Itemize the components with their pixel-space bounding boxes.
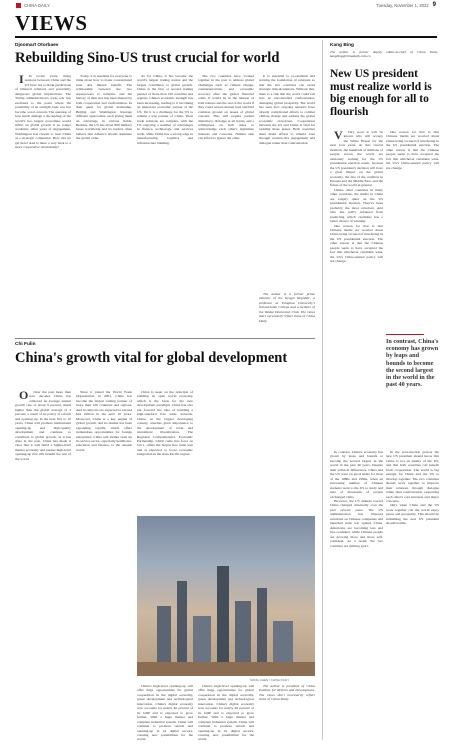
article1-headline: Rebuilding Sino-US trust crucial for world: [15, 50, 280, 66]
publication-name: CHINA DAILY: [24, 2, 50, 8]
article2-column-1: [15, 390, 71, 740]
article1-paragraph-2: Today, it is essential for everyone to think about how to foster conventional trust and mutual benefit. The relationship between the two superpowers is complex, and the history of their ties has been shaped by both cooperation and confrontation. In their quest for global leadership, Beijing and Washington leverage different approaches, each giving them an advantage in various fields. Besides, the US has about 800 military bases worldwide and its leaders often believe that America should dominate the global order.: [76, 74, 132, 141]
article2-byline: Chi Fulin: [15, 342, 36, 347]
date-page: [376, 2, 436, 8]
article3-headline: New US president must realize world is big enough for all to flourish: [330, 68, 432, 118]
article1-column-5: [259, 74, 315, 289]
section-title: VIEWS: [15, 11, 88, 35]
article2-paragraph-4-cont: China's high-level opening-up will offer huge opportunities for global cooperation in the digital economy, green development and technological innovation. China's digital economy now accounts for nearly 40 percent of its GDP and is expected to grow further. With a huge market and complete industrial system, China will continue to promote reform and opening-up in its digital sectors, creating new possibilities for the world.: [198, 684, 254, 742]
article3-paragraph-2: Unlike other countries in many other countries, the media in China are largely quiet on the US presidential election. They've been probably the most reluctant. And who has really refrained from predicting which candidate has a better chance of winning.: [330, 187, 383, 224]
article3-column-1: [330, 130, 383, 445]
pullquote-rule: [386, 334, 424, 335]
page-number: 9: [432, 2, 436, 8]
article1-author-bio: The author is a former prime minister of the Kyrgyz Republic, a professor at Tsinghua University's Schwarzman College and a member of the Valdai Discussion Club. The views don't necessarily reflect those of China Daily.: [259, 292, 315, 323]
article3-paragraph-4: In contrast, China's economy has grown by leaps and bounds to become the second largest in the world in the past 40 years. Despite their political differences, China and the US were on good terms for most of the 1980s and 1990s, when an increasing number of Chinese students went to the US to study and tens of thousands of people exchanged visits.: [330, 450, 383, 499]
building-shape: [217, 566, 229, 676]
article2-paragraph-4: China's high-level opening-up will offer huge opportunities for global cooperation in the digital economy, green development and technological innovation. China's digital economy now accounts for nearly 40 percent of its GDP and is expected to grow further. With a huge market and complete industrial system, China will continue to promote reform and opening-up in its digital sectors, creating new possibilities for the world.: [137, 684, 193, 742]
publication-masthead: [16, 3, 50, 8]
article3-paragraph-1: Very soon it will be known who will occupy the White House for the next four years. At this crucial moment, the hundreds of millions of people across the world are anxiously waiting for the US presidential election result, because the US president's decision will have a great impact on the global economy, the fate of the conflicts in Eurasia and the Middle East, and the future of the world in general.: [330, 130, 383, 188]
article2-paragraph-1: Over the past more than four decades China has achieved an average annual growth rate of about 9 percent, much higher than the global average of 3 percent, a result of its policy of reform and opening-up. In the next five to 10 years, China will promote institutional opening-up and high-quality development and continue to contribute to global growth, as it has done in the past. China has made it clear that it will build a higher-level market economy and pursue high-level opening-up that will benefit the rest of the world.: [15, 390, 71, 461]
article1-paragraph-4: The two countries have worked together in the past to address global challenges such as climate change, counterterrorism, and economic recovery after the global financial crisis. It would be in the interest of both nations and the rest of the world if they could restore mutual trust and find common ground on issues of global concern. This will require patient diplomacy, dialogue at all levels, and a willingness on both sides to acknowledge each other's legitimate interests and concerns. Neither side can afford to ignore the other.: [198, 74, 254, 141]
dropcap-i: I: [19, 74, 24, 86]
china-daily-logo-icon: [16, 3, 21, 8]
article1-column-3: [137, 74, 193, 334]
photo-caption: SONG CHEN / CHINA DAILY: [250, 678, 290, 682]
article3-column-2: [386, 130, 439, 330]
article-divider: [15, 338, 315, 339]
top-bar: [0, 0, 450, 10]
article3-column-2-lower: [386, 450, 439, 742]
article2-illustration: [137, 516, 315, 676]
pullquote-text: In contrast, China's economy has grown by leaps and bounds to become the second largest in the world in the past 40 years.: [386, 338, 439, 389]
column-divider: [322, 40, 323, 740]
article1-column-1: [15, 74, 71, 334]
article2-column-2: [76, 390, 132, 740]
article3-author-note: [330, 50, 438, 64]
article1-paragraph-5: It is essential to re-establish and revamp the foundation of relations so that the two countries can avoid strategic miscalculations. Without that, there is a risk that the world could fall into an uncontrolled confrontation, damaging global prosperity. The world has seen how ongoing tensions have already complicated efforts to combat climate change and address the global economic slowdown. Cooperation between the US and China is vital for tackling these issues. Both countries must make efforts to rebuild trust through constructive engagement and dialogue rather than confrontation.: [259, 74, 315, 145]
article1-column-2: [76, 74, 132, 334]
article2-paragraph-2: Since it joined the World Trade Organization in 2001, China has become the largest trading partner of more than 120 countries and regions. And its imports are expected to exceed $22 trillion in the next 10 years. Moreover, China is a key engine of global growth, and its market has been expanding rapidly, which offers tremendous opportunities for foreign enterprises. China will further open up its service sector, especially healthcare, education and finance, to the outside world.: [76, 390, 132, 452]
article2-column-4: [198, 684, 254, 742]
article3-paragraph-3-cont: One reason for that is that Chinese media are worried about China being accused of interfering in the US presidential election. The other reason is that the Chinese people seem to have accepted the fact that whichever candidate wins, the US's China-related policy will not change.: [386, 130, 439, 170]
section-rule: [15, 36, 437, 38]
article1-author-note: [259, 292, 315, 334]
article2-column-3-bottom: [137, 684, 193, 742]
article2-column-3-top: [137, 390, 193, 512]
article3-paragraph-6: In the post-election period, the new US president should know that China is not an enemy of the US, and that both countries can benefit from cooperation. The world is big enough for China and the US to develop together. The two countries should work together to improve their relations through dialogue rather than confrontation, respecting each other's core interests and major concerns.: [386, 450, 439, 503]
article3-paragraph-5: However, the US attitude toward China changed drastically over the past several years. The US administration has imposed sanctions on Chinese companies and launched trade war against China. Americans are becoming less and less confident, while Chinese people are growing more and more self-confident. As a result, the two countries are drifting apart.: [330, 498, 383, 548]
article3-paragraph-7: Only when China and the US work together can the world enjoy peace and prosperity. This should be something the new US president should realize.: [386, 503, 439, 526]
article3-paragraph-3: One reason for that is that Chinese media are worried about China being accused of interfering in the US presidential election. The other reason is that the Chinese people seem to have accepted the fact that whichever candidate wins, the US's China-related policy will not change.: [330, 223, 383, 264]
article2-author-bio: The author is president of China Institute for Reform and Development. The views don't necessarily reflect those of China Daily.: [259, 684, 315, 702]
article1-column-4: [198, 74, 254, 334]
article3-byline: Kang Bing: [330, 43, 354, 48]
article2-author-note: [259, 684, 315, 742]
issue-date: Tuesday, November 1, 2022: [376, 2, 429, 8]
article2-paragraph-3: China is keen on the principle of building an open world economy, which is the basis for the new development paradigm. China has also put forward the idea of building a high-standard free trade network. China, as the largest developing country, attaches great importance to the development of trade and investment liberalization. The Regional Comprehensive Economic Partnership, which came into force on Jan 1, offers the largest free trade area and is expected to boost economic integration in the Asia-Pacific region.: [137, 390, 193, 457]
article3-column-1-lower: [330, 450, 383, 742]
article1-paragraph-3: As for China, it has become the world's largest trading nation and the largest contributor to global growth. China is the first or second trading partner of more than 130 countries and regions. China's economic strength has been increasing, leading to it becoming an important economic partner of the US. Yet it is a challenge for the US to remain a true partner of China. Their trade relations are complex, with the US enjoying a number of advantages in finance, technology, and services trade, while China has a strong edge in manufacturing, logistics and infrastructure building.: [137, 74, 193, 145]
article1-byline: Djoomart Otorbaev: [15, 43, 59, 48]
article1-paragraph-1: In recent years, rising tensions between China and the US have led to bleak predictions of bilateral relations and potentially dangerous global implications. The Trump administration's trade war has escalated to the point where the possibility of an outright trade war has become a real concern. The question of how much damage a decoupling of the world's two largest economies would inflict on global growth is no longer academic. After years of engagement, Washington has chosen to treat China as a strategic competitor. How did we get here? And is there a way back to a more cooperative relationship?: [15, 74, 71, 150]
dropcap-o: O: [19, 390, 29, 402]
article2-headline: China's growth vital for global development: [15, 350, 288, 366]
article3-author-bio: The author is former deputy editor-in-chief of China Daily. kangbing@chinadaily.com.cn: [330, 50, 438, 59]
article3-pullquote: [386, 334, 439, 444]
ground-shape: [137, 662, 315, 676]
dropcap-v: V: [334, 130, 343, 142]
